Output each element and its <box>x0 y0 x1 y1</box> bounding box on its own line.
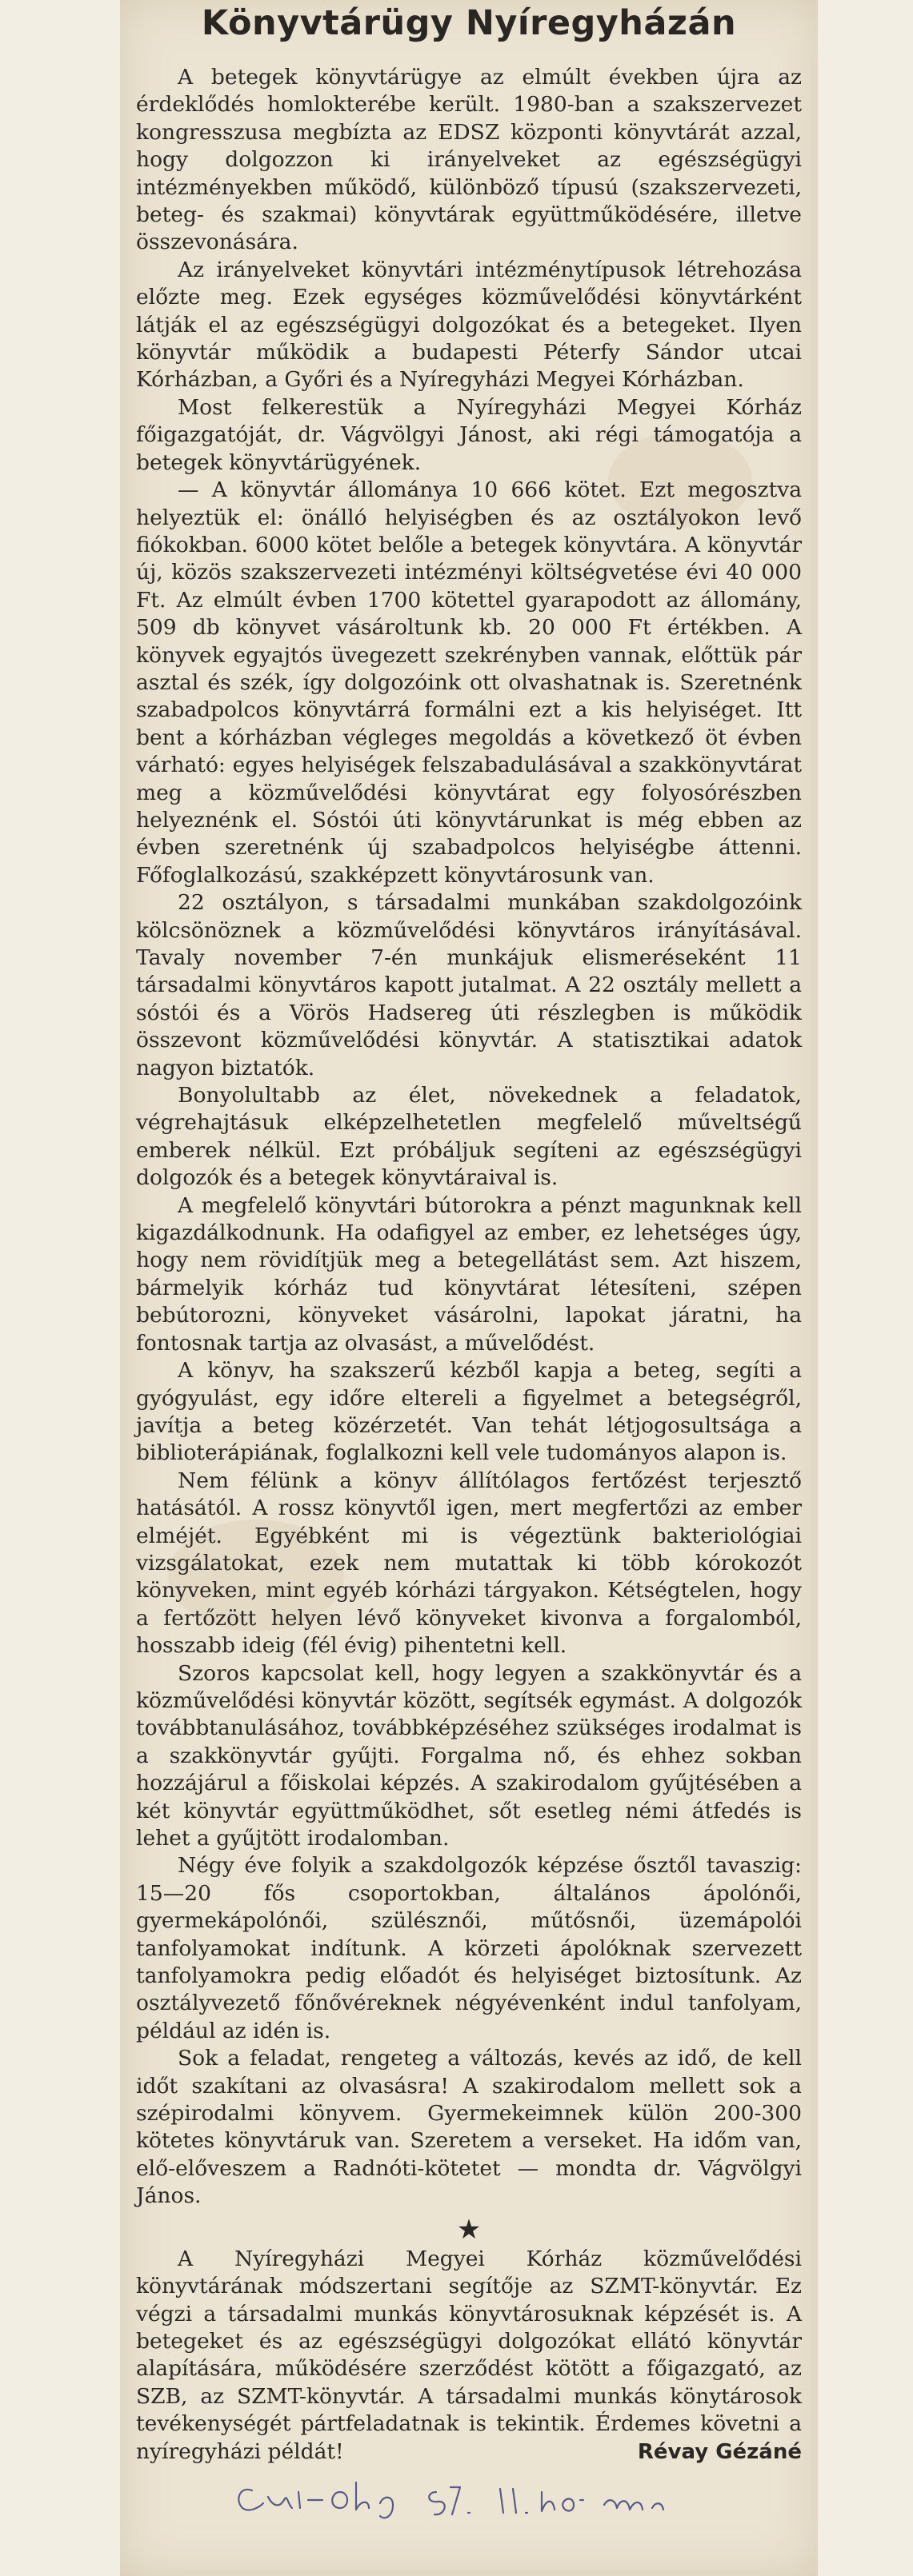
article-paragraph: Sok a feladat, rengeteg a változás, kevés az idő, de kell időt szakítani az olvasásra! A szakirodalom mellett sok a szépirodalmi könyvem. Gyermekeimnek külön 200-300 kötetes könyvtáruk van. Szeretem a verseket. Ha időm van, elő-előveszem a Radnóti-kötetet — mondta dr. Vágvölgyi János. <box>136 2046 802 2209</box>
article-body <box>136 64 802 2466</box>
newspaper-clipping <box>120 0 818 2576</box>
article-paragraph: A megfelelő könyvtári bútorokra a pénzt magunknak kell kigazdálkodnunk. Ha odafigyel az ember, ez lehetséges úgy, hogy nem rövidítjük meg a betegellátást sem. Azt hiszem, bármelyik kórház tud könyvtárat létesíteni, szépen bebútorozni, könyveket vásárolni, lapokat járatni, ha fontosnak tartja az olvasást, a művelődést. <box>136 1192 802 1356</box>
article-paragraph: Nem félünk a könyv állítólagos fertőzést terjesztő hatásától. A rossz könyvtől igen, mert megfertőzi az ember elméjét. Egyébként mi is végeztünk bakteriológiai vizsgálatokat, ezek nem mutattak ki több kórokozót könyveken, mint egyéb kórházi tárgyakon. Kétségtelen, hogy a fertőzött helyen lévő könyveket kivonva a forgalomból, hosszabb ideig (fél évig) pihentetni kell. <box>136 1468 802 1659</box>
author-byline: Révay Gézáné <box>637 2439 802 2464</box>
article-paragraph: Most felkerestük a Nyíregyházi Megyei Kórház főigazgatóját, dr. Vágvölgyi Jánost, aki régi támogatója a betegek könyvtárügyének. <box>136 394 802 475</box>
article-paragraph: Négy éve folyik a szakdolgozók képzése ősztől tavaszig: 15—20 fős csoportokban, általános ápolónői, gyermekápolónői, szülésznői, műtősnői, üzemápolói tanfolyamokat indítunk. A körzeti ápolóknak szervezett tanfolyamokra pedig előadót és helyiséget biztosítunk. Az osztályvezető főnővéreknek négyévenként indul tanfolyam, például az idén is. <box>136 1853 802 2043</box>
article-paragraph: 22 osztályon, s társadalmi munkában szakdolgozóink kölcsönöznek a közművelődési könyvtáros irányításával. Tavaly november 7-én munkájuk elismeréseként 11 társadalmi könyvtáros kapott jutalmat. A 22 osztály mellett a sóstói és a Vörös Hadsereg úti részlegben is működik összevont közművelődési könyvtár. A statisztikai adatok nagyon biztatók. <box>136 890 802 1080</box>
article-paragraph: — A könyvtár állománya 10 666 kötet. Ezt megosztva helyeztük el: önálló helyiségben és az osztályokon levő fiókokban. 6000 kötet belőle a betegek könyvtára. A könyvtár új, közös szakszervezeti intézményi költségvetése évi 40 000 Ft. Az elmúlt évben 1700 kötettel gyarapodott az állomány, 509 db könyvet vásároltunk kb. 20 000 Ft értékben. A könyvek egyajtós üvegezett szekrényben vannak, előttük pár asztal és szék, így dolgozóink ott olvashatnak is. Szeretnénk szabadpolcos könyvtárrá formálni ezt a kis helyiséget. Itt bent a kórházban végleges megoldás a következő öt évben várható: egyes helyiségek felszabadulásával a szakkönyvtárat meg a közművelődési könyvtárat egy folyosórészben helyeznénk el. Sóstói úti könyvtárunkat is még ebben az évben szeretnénk új szabadpolcos helyiségbe áttenni. Főfoglalkozású, szakképzett könyvtárosunk van. <box>136 477 802 888</box>
article-paragraph: A betegek könyvtárügye az elmúlt években újra az érdeklődés homlokterébe került. 1980-ban a szakszervezet kongresszusa megbízta az EDSZ központi könyvtárát azzal, hogy dolgozzon ki irányelveket az egészségügyi intézményekben működő, különböző típusú (szakszervezeti, beteg- és szakmai) könyvtárak együttműködésére, illetve összevonására. <box>136 65 802 255</box>
article-paragraph: Az irányelveket könyvtári intézménytípusok létrehozása előzte meg. Ezek egységes közművelődési könyvtárként látják el az egészségügyi dolgozókat és a betegeket. Ilyen könyvtár működik a budapesti Péterfy Sándor utcai Kórházban, a Győri és a Nyíregyházi Megyei Kórházban. <box>136 257 802 393</box>
closing-paragraph: A Nyíregyházi Megyei Kórház közművelődési könyvtárának módszertani segítője az SZMT-könyvtár. Ez végzi a társadalmi munkás könyvtárosuknak képzését is. A betegeket és az egészségügyi dolgozókat ellátó könyvtár alapítására, működésére szerződést kötött a főigazgató, az SZB, az SZMT-könyvtár. A társadalmi munkás könytárosok tevékenységét pártfeladatnak is tekintik. Érdemes követni a nyíregyházi példát! <box>136 2246 802 2464</box>
article-title: Könyvtárügy Nyíregyházán <box>201 3 737 43</box>
article-paragraph: A könyv, ha szakszerű kézből kapja a beteg, segíti a gyógyulást, egy időre eltereli a figyelmet a betegségről, javítja a beteg közérzetét. Van tehát létjogosultsága a biblioterápiának, foglalkozni kell vele tudományos alapon is. <box>136 1358 802 1466</box>
article-paragraph: Bonyolultabb az élet, növekednek a feladatok, végrehajtásuk elképzelhetetlen megfelelő műveltségű emberek nélkül. Ezt próbáljuk segíteni az egészségügyi dolgozók és a betegek könyvtáraival is. <box>136 1083 802 1191</box>
handwritten-note <box>228 2468 676 2524</box>
article-paragraph: Szoros kapcsolat kell, hogy legyen a szakkönyvtár és a közművelődési könyvtár között, segítsék egymást. A dolgozók továbbtanulásához, továbbképzéséhez szükséges irodalmat is a szakkönyvtár gyűjti. Forgalma nő, és ehhez sokban hozzájárul a főiskolai képzés. A szakirodalom gyűjtésében a két könyvtár együttműködhet, sőt esetleg némi átfedés is lehet a gyűjtött irodalomban. <box>136 1660 802 1851</box>
star-separator-icon: ★ <box>456 2213 482 2246</box>
